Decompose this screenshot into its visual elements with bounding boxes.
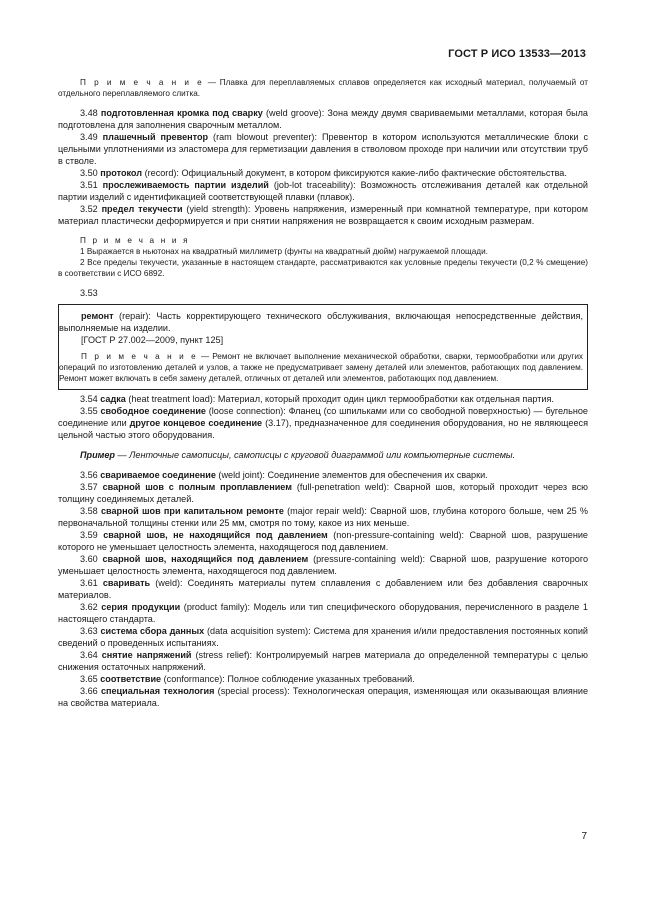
term-definition: (loose connection): Фланец (со шпильками или со свободной поверхностью) — бугельное соединение или — [58, 406, 588, 428]
term-entry-3-58 — [58, 505, 588, 529]
term-title: протокол — [100, 168, 143, 178]
term-definition: (conformance): Полное соблюдение указанных требований. — [161, 674, 415, 684]
example-text: — Ленточные самописцы, самописцы с круговой диаграммой или компьютерные системы. — [115, 450, 516, 460]
term-number: 3.61 — [80, 578, 103, 588]
note-label: П р и м е ч а н и е — [81, 352, 198, 361]
term-entry-3-61 — [58, 577, 588, 601]
term-title: сварной шов, находящийся под давлением — [102, 554, 309, 564]
notes-label: П р и м е ч а н и я — [80, 236, 190, 245]
term-number: 3.58 — [80, 506, 101, 516]
term-title: серия продукции — [101, 602, 181, 612]
term-number: 3.55 — [80, 406, 101, 416]
term-number: 3.59 — [80, 530, 104, 540]
term-entry-3-51 — [58, 179, 588, 203]
term-definition: (weld groove): Зона между двумя свариваемыми металлами, которая была подготовлена для заполнения сварочным металлом. — [58, 108, 588, 130]
term-number: 3.50 — [80, 168, 101, 178]
term-title: специальная технология — [100, 686, 215, 696]
term-title: снятие напряжений — [101, 650, 192, 660]
term-entry-3-50 — [58, 167, 588, 179]
term-number: 3.62 — [80, 602, 102, 612]
term-reference: [ГОСТ Р 27.002—2009, пункт 125] — [81, 335, 224, 345]
term-definition: (heat treatment load): Материал, который проходит один цикл термообработки как отдельная партия. — [125, 394, 554, 404]
term-entry-3-64 — [58, 649, 588, 673]
note-item: 2 Все пределы текучести, указанные в настоящем стандарте, рассматриваются как условные пределы текучести (0,2 % смещение) в соответствии с ИСО 6892. — [58, 258, 588, 278]
term-number: 3.57 — [80, 482, 103, 492]
term-note — [59, 351, 583, 384]
term-entry-3-66 — [58, 685, 588, 709]
term-definition: (non-pressure-containing weld): Сварной шов, разрушение которого не уменьшает целостность элемента, находящегося под давлением. — [58, 530, 588, 552]
term-number-3-53: 3.53 — [80, 288, 98, 298]
term-number: 3.60 — [80, 554, 103, 564]
term-definition: (product family): Модель или тип специфического оборудования, перечисленного в разделе 1 настоящего стандарта. — [58, 602, 588, 624]
term-number: 3.49 — [80, 132, 103, 142]
term-title: прослеживаемость партии изделий — [102, 180, 269, 190]
term-number: 3.48 — [80, 108, 101, 118]
term-number: 3.65 — [80, 674, 101, 684]
term-definition: (full-penetration weld): Сварной шов, который проходит через всю толщину соединяемых деталей. — [58, 482, 588, 504]
term-definition: (ram blowout preventer): Превентор в котором используются металлические блоки с цельными уплотнениями из эластомера для герметизации давления в стволовом проходе при наличии или отсутствии труб в стволе. — [58, 132, 588, 166]
term-entry-3-57 — [58, 481, 588, 505]
term-entry-3-53 — [59, 310, 583, 334]
term-definition: (data acquisition system): Система для хранения и/или предоставления постоянных копий сведений о проведенных испытаниях. — [58, 626, 588, 648]
term-title: подготовленная кромка под сварку — [100, 108, 263, 118]
term-definition: (yield strength): Уровень напряжения, измеренный при комнатной температуре, при котором материал пластически деформируется и при снятии напряжения не возвращается к своим исходным размерам. — [58, 204, 588, 226]
term-title: свариваемое соединение — [100, 470, 216, 480]
term-title: предел текучести — [101, 204, 183, 214]
term-entry-3-62 — [58, 601, 588, 625]
term-title: свободное соединение — [100, 406, 206, 416]
term-title: соответствие — [100, 674, 162, 684]
term-title: плашечный превентор — [102, 132, 209, 142]
note-top — [58, 77, 588, 99]
term-number: 3.63 — [80, 626, 101, 636]
term-entry-3-54 — [58, 393, 588, 405]
term-box-3-53 — [58, 304, 588, 390]
term-definition: (weld joint): Соединение элементов для обеспечения их сварки. — [215, 470, 488, 480]
term-entry-3-55 — [58, 405, 588, 441]
term-entry-3-56 — [58, 469, 588, 481]
term-number: 3.64 — [80, 650, 102, 660]
term-definition: (special process): Технологическая операция, изменяющая или оказывающая влияние на свойства материала. — [58, 686, 589, 708]
term-definition: (repair): Часть корректирующего технического обслуживания, включающая непосредственные действия, выполняемые на изделии. — [59, 311, 583, 333]
term-number: 3.52 — [80, 204, 102, 214]
term-definition: (pressure-containing weld): Сварной шов, разрушение которого уменьшает целостность элемента, находящегося под давлением. — [58, 554, 589, 576]
note-text: — Плавка для переплавляемых сплавов определяется как исходный материал, получаемый от отдельного переплавляемого слитка. — [58, 78, 589, 98]
term-title: сварной шов при капитальном ремонте — [100, 506, 284, 516]
term-title: сварной шов, не находящийся под давлением — [103, 530, 328, 540]
term-entry-3-48 — [58, 107, 588, 131]
term-definition: (3.17), предназначенное для соединения оборудования, но не являющееся цельной частью этого оборудования. — [58, 418, 588, 440]
term-number: 3.66 — [80, 686, 101, 696]
note-label: П р и м е ч а н и е — [80, 78, 204, 87]
note-text: — Ремонт не включает выполнение механической обработки, сварки, термообработки или других операций по изготовлению деталей и узлов, а также не предусматривает замену деталей или элементов, работающих под давлением. Ремонт может включать в себя замену деталей, отличных от деталей или элементов, работающих под давлением. — [59, 352, 583, 383]
term-entry-3-59 — [58, 529, 588, 553]
term-title: система сбора данных — [100, 626, 205, 636]
document-id-header: ГОСТ Р ИСО 13533—2013 — [448, 48, 586, 60]
term-definition: (record): Официальный документ, в котором фиксируются какие-либо фактические обстоятельства. — [142, 168, 567, 178]
term-entry-3-63 — [58, 625, 588, 649]
term-title: сваривать — [102, 578, 151, 588]
term-definition: (job-lot traceability): Возможность отслеживания деталей как отдельной партии изделий с идентификацией соответствующей плавки (плавок). — [58, 180, 588, 202]
term-title: сварной шов с полным проплавлением — [102, 482, 292, 492]
term-entry-3-49 — [58, 131, 588, 167]
term-entry-3-60 — [58, 553, 588, 577]
example — [58, 449, 588, 461]
term-number: 3.51 — [80, 180, 103, 190]
note-item: 1 Выражается в ньютонах на квадратный миллиметр (фунты на квадратный дюйм) нагружаемой площади. — [80, 247, 488, 256]
term-entry-3-65 — [58, 673, 588, 685]
term-definition: (major repair weld): Сварной шов, глубина которого больше, чем 25 % первоначальной толщины стенки или 25 мм, смотря по тому, какое из них меньше. — [58, 506, 588, 528]
page-content — [58, 77, 588, 709]
term-number: 3.54 — [80, 394, 101, 404]
term-title: садка — [100, 394, 126, 404]
term-title: ремонт — [81, 311, 114, 321]
page-number: 7 — [581, 831, 587, 842]
term-number: 3.56 — [80, 470, 101, 480]
term-definition: (stress relief): Контролируемый нагрев материала до определенной температуры с целью снижения остаточных напряжений. — [58, 650, 588, 672]
example-label: Пример — [80, 450, 115, 460]
term-entry-3-52 — [58, 203, 588, 227]
term-definition: (weld): Соединять материалы путем сплавления с добавлением или без добавления сварочных материалов. — [58, 578, 588, 600]
term-cross-reference: другое концевое соединение — [129, 418, 263, 428]
